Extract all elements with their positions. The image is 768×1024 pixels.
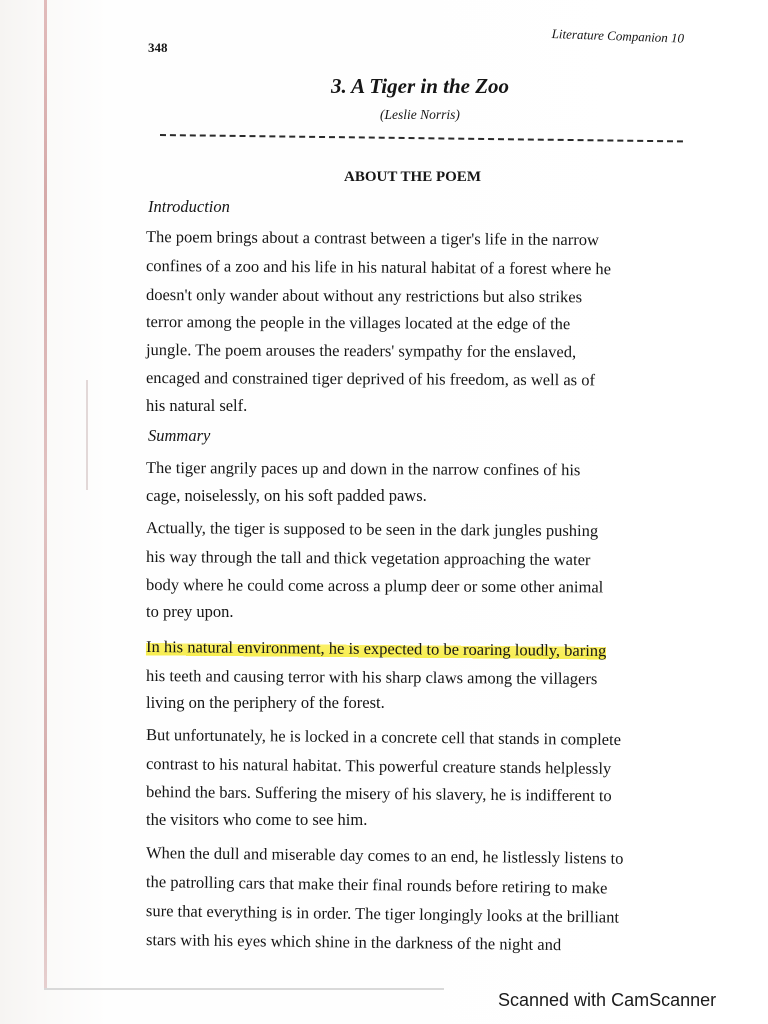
summary-p1-line-2: cage, noiselessly, on his soft padded paws.: [146, 486, 427, 505]
page-spine-shadow: [44, 0, 47, 990]
page-number: 348: [148, 40, 168, 55]
summary-p2-line-4: to prey upon.: [146, 602, 234, 621]
intro-line-7: his natural self.: [146, 396, 248, 415]
summary-p2-line-1: Actually, the tiger is supposed to be seen in the dark jungles pushing: [145, 518, 599, 541]
summary-p1-line-1: The tiger angrily paces up and down in the narrow confines of his: [145, 458, 581, 480]
intro-line-5: jungle. The poem arouses the readers' sympathy for the enslaved,: [145, 340, 577, 362]
intro-line-6: encaged and constrained tiger deprived of his freedom, as well as of: [145, 368, 596, 390]
poem-author: (Leslie Norris): [380, 107, 460, 122]
running-head: Literature Companion 10: [551, 26, 685, 46]
summary-p4-line-2: contrast to his natural habitat. This powerful creature stands helplessly: [145, 754, 612, 778]
summary-p4-line-4: the visitors who come to see him.: [146, 810, 368, 829]
introduction-heading: Introduction: [148, 197, 230, 216]
summary-p3-line-3: living on the periphery of the forest.: [146, 693, 385, 712]
summary-p5-line-3: sure that everything is in order. The tiger longingly looks at the brilliant: [145, 901, 620, 927]
summary-p2-line-3: body where he could come across a plump deer or some other animal: [145, 575, 604, 597]
camscanner-watermark: Scanned with CamScanner: [498, 990, 717, 1010]
summary-p3-line-2: his teeth and causing terror with his sharp claws among the villagers: [145, 666, 598, 689]
summary-p5-line-1: When the dull and miserable day comes to an end, he listlessly listens to: [145, 843, 624, 868]
summary-heading: Summary: [148, 426, 211, 445]
section-heading: ABOUT THE POEM: [344, 169, 481, 185]
dashed-divider: [160, 134, 683, 142]
summary-p5-line-4: stars with his eyes which shine in the darkness of the night and: [145, 930, 562, 955]
poem-title: 3. A Tiger in the Zoo: [330, 74, 510, 98]
summary-p3-line-1-highlighted: In his natural environment, he is expected to be roaring loudly, baring: [145, 637, 607, 661]
summary-p4-line-3: behind the bars. Suffering the misery of his slavery, he is indifferent to: [145, 782, 612, 806]
intro-line-3: doesn't only wander about without any restrictions but also strikes: [145, 285, 583, 307]
summary-p4-line-1: But unfortunately, he is locked in a concrete cell that stands in complete: [145, 725, 622, 749]
page-bottom-edge: [44, 988, 444, 990]
intro-line-4: terror among the people in the villages located at the edge of the: [145, 312, 571, 334]
intro-line-2: confines of a zoo and his life in his natural habitat of a forest where he: [145, 256, 612, 279]
summary-p5-line-2: the patrolling cars that make their final rounds before retiring to make: [145, 872, 608, 898]
page-crease-mark: [86, 380, 88, 490]
summary-p2-line-2: his way through the tall and thick vegetation approaching the water: [145, 547, 591, 570]
intro-line-1: The poem brings about a contrast between a tiger's life in the narrow: [145, 227, 599, 250]
